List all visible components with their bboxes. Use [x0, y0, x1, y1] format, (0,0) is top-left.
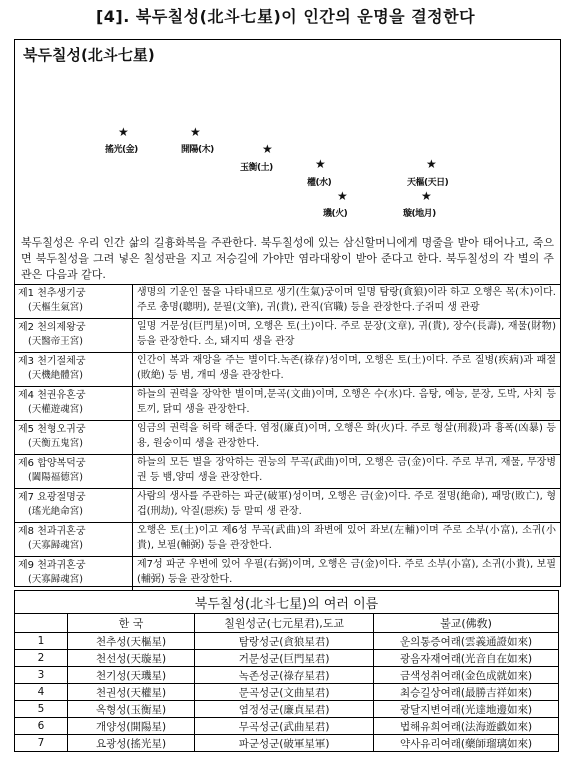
table-cell: 법해유희여래(法海遊戱如來)	[374, 718, 559, 735]
palace-hanja: (天樞生氣宮)	[28, 302, 83, 313]
table-cell: 녹존성군(祿存星君)	[195, 667, 374, 684]
palace-row	[15, 319, 560, 353]
palace-description: 사람의 생사를 주관하는 파군(破軍)성이며, 오행은 금(金)이다. 주로 절명(絶命), 패망(敗亡), 형겁(刑劫), 악질(惡疾) 등 말띠 생 관장.	[137, 491, 556, 517]
table-row	[15, 633, 559, 650]
star-label: 天樞(天日)	[407, 178, 449, 188]
table-row	[15, 650, 559, 667]
palace-description: 하늘의 모든 별을 장악하는 권능의 무곡(武曲)이며, 오행은 금(金)이다. 주로 부귀, 재물, 무장병권 등 뱀,양띠 생을 관장한다.	[137, 457, 556, 483]
table-cell: 거문성군(巨門星君)	[195, 650, 374, 667]
palace-hanja: (天機絶體宮)	[28, 370, 83, 381]
table-cell: 광음자재여래(光音自在如來)	[374, 650, 559, 667]
palace-row	[15, 353, 560, 387]
table-row	[15, 718, 559, 735]
table-row	[15, 701, 559, 718]
table-cell: 7	[15, 735, 68, 752]
table-cell: 옥형성(玉衡星)	[67, 701, 194, 718]
star-icon: ★	[315, 157, 326, 171]
palace-description: 하늘의 권력을 장악한 별이며,문곡(文曲)이며, 오행은 수(水)다. 음탕, 예능, 문장, 도박, 사치 등 토끼, 닭띠 생을 관장한다.	[137, 389, 556, 415]
palace-hanja: (天寡歸魂宮)	[28, 540, 83, 551]
palace-row	[15, 285, 560, 319]
table-cell: 천권성(天權星)	[67, 684, 194, 701]
table-cell: 천선성(天璇星)	[67, 650, 194, 667]
star-label: 璣(火)	[323, 209, 348, 219]
table-cell: 4	[15, 684, 68, 701]
star-icon: ★	[426, 157, 437, 171]
table-row	[15, 667, 559, 684]
palace-row	[15, 455, 560, 489]
names-table-header	[15, 614, 559, 633]
table-cell: 파군성군(破軍星軍)	[195, 735, 374, 752]
palace-row	[15, 557, 560, 590]
table-cell: 1	[15, 633, 68, 650]
big-dipper-box	[14, 39, 561, 587]
names-table-caption: 북두칠성(北斗七星)의 여러 이름	[15, 591, 559, 614]
table-row	[15, 735, 559, 752]
palace-row	[15, 387, 560, 421]
table-cell: 문곡성군(文曲星君)	[195, 684, 374, 701]
box-title: 북두칠성(北斗七星)	[23, 46, 155, 64]
star-map	[15, 120, 560, 230]
header-cell	[15, 614, 68, 633]
table-cell: 탐랑성군(貪狼星君)	[195, 633, 374, 650]
palace-hanja: (天寡歸魂宮)	[28, 574, 83, 585]
table-cell: 요광성(搖光星)	[67, 735, 194, 752]
palace-name: 제3 천기절체궁	[18, 356, 86, 367]
palace-row	[15, 489, 560, 523]
palace-name: 제1 천추생기궁	[18, 288, 86, 299]
star-label: 搖光(金)	[105, 145, 138, 155]
palace-description: 임금의 권력을 허락 해준다. 염정(廉貞)이며, 오행은 화(火)다. 주로 형살(刑殺)과 흉폭(凶暴) 등 용, 원숭이띠 생을 관장한다.	[137, 423, 556, 449]
palace-name: 제5 천형오귀궁	[18, 424, 86, 435]
star-icon: ★	[190, 125, 201, 139]
palace-description: 일명 거문성(巨門星)이며, 오행은 토(土)이다. 주로 문장(文章), 귀(貴), 장수(長壽), 재물(財物) 등을 관장한다. 소, 돼지띠 생을 관장	[137, 321, 556, 347]
palace-description: 오행은 토(土)이고 제6성 무곡(武曲)의 좌변에 있어 좌보(左輔)이며 주로 소부(小富), 소귀(小貴), 보필(輔弼) 등을 관장한다.	[137, 525, 556, 551]
palace-hanja: (天醫帝王宮)	[28, 336, 83, 347]
table-cell: 5	[15, 701, 68, 718]
table-cell: 약사유리여래(藥師瑠璃如來)	[374, 735, 559, 752]
table-cell: 광달지변여래(光達地邊如來)	[374, 701, 559, 718]
palace-name: 제9 천과귀혼궁	[18, 560, 86, 571]
star-label: 開陽(木)	[181, 145, 214, 155]
palace-name: 제8 천과귀혼궁	[18, 526, 86, 537]
table-cell: 천기성(天璣星)	[67, 667, 194, 684]
star-label: 璇(地月)	[403, 209, 436, 219]
palace-hanja: (天衡五鬼宮)	[28, 438, 83, 449]
table-row	[15, 684, 559, 701]
table-cell: 최승길상여래(最勝吉祥如來)	[374, 684, 559, 701]
palace-hanja: (瑤光絶命宮)	[28, 506, 83, 517]
palace-hanja: (闔陽福德宮)	[28, 472, 83, 483]
table-cell: 무곡성군(武曲星君)	[195, 718, 374, 735]
palace-name: 제6 합양복덕궁	[18, 458, 86, 469]
intro-paragraph: 북두칠성은 우리 인간 삶의 길흉화복을 주관한다. 북두칠성에 있는 삼신할머니에게 명줄을 받아 태어나고, 죽으면 북두칠성을 그려 넣은 칠성판을 지고 저승길에 가야만 염라대왕이 받아 준다고 한다. 북두칠성의 각 별의 주관은 다음과 같다.	[21, 236, 554, 281]
palace-row	[15, 421, 560, 455]
palace-list	[15, 284, 560, 590]
palace-description: 제7성 파군 우변에 있어 우필(右弼)이며, 오행은 금(金)이다. 주로 소부(小富), 소귀(小貴), 보필(輔弼) 등을 관장한다.	[137, 559, 556, 585]
table-cell: 천추성(天樞星)	[67, 633, 194, 650]
palace-description: 인간이 복과 재앙을 주는 별이다.녹존(祿存)성이며, 오행은 토(土)이다. 주로 질병(疾病)과 패절(敗絶) 등 범, 개띠 생을 관장한다.	[137, 355, 556, 381]
table-cell: 6	[15, 718, 68, 735]
header-cell: 불교(佛敎)	[374, 614, 559, 633]
table-cell: 운의통증여래(雲義通證如來)	[374, 633, 559, 650]
table-cell: 3	[15, 667, 68, 684]
table-cell: 염정성군(廉貞星君)	[195, 701, 374, 718]
star-icon: ★	[337, 189, 348, 203]
star-label: 玉衡(土)	[240, 163, 273, 173]
table-cell: 개양성(開陽星)	[67, 718, 194, 735]
star-label: 權(水)	[307, 178, 332, 188]
table-cell: 2	[15, 650, 68, 667]
palace-name: 제4 천권유혼궁	[18, 390, 86, 401]
page-title: [4]. 북두칠성(北斗七星)이 인간의 운명을 결정한다	[95, 7, 476, 26]
palace-hanja: (天權遊魂宮)	[28, 404, 83, 415]
palace-name: 제7 요광절명궁	[18, 492, 86, 503]
table-cell: 금색성취여래(金色成就如來)	[374, 667, 559, 684]
palace-description: 생명의 기운인 물을 나타내므로 생기(生氣)궁이며 일명 탐랑(貪狼)이라 하고 오행은 목(木)이다. 주로 총명(聰明), 문필(文筆), 귀(貴), 관직(官職) 등을 관장한다.子쥐띠 생 관광	[137, 287, 556, 313]
names-table	[14, 590, 559, 752]
star-icon: ★	[118, 125, 129, 139]
palace-name: 제2 천의제왕궁	[18, 322, 86, 333]
header-cell: 칠원성군(七元星君),도교	[195, 614, 374, 633]
header-cell: 한 국	[67, 614, 194, 633]
star-icon: ★	[421, 189, 432, 203]
star-icon: ★	[262, 142, 273, 156]
palace-row	[15, 523, 560, 557]
